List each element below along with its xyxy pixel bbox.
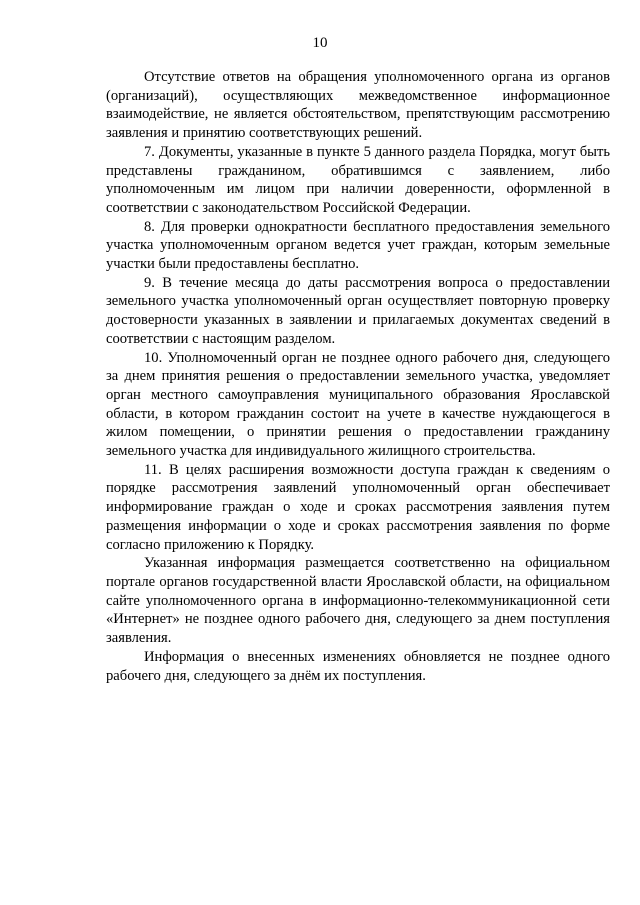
document-body (106, 68, 610, 685)
paragraph-information-placement: Указанная информация размещается соответственно на официальном портале органов государственной власти Ярославской области, на официальном сайте уполномоченного органа в информационно-телекоммуникационной сети «Интернет» не позднее одного рабочего дня, следующего за днем поступления заявления. (106, 555, 610, 647)
paragraph-item-7: 7. Документы, указанные в пункте 5 данного раздела Порядка, могут быть представлены гражданином, обратившимся с заявлением, либо уполномоченным им лицом при наличии доверенности, оформленной в соответствии с законодательством Российской Федерации. (106, 143, 610, 216)
paragraph-item-10: 10. Уполномоченный орган не позднее одного рабочего дня, следующего за днем принятия решения о предоставлении земельного участка, уведомляет орган местного самоуправления муниципального образования Ярославской области, в котором гражданин состоит на учете в качестве нуждающегося в жилом помещении, о принятии решения о предоставлении гражданину земельного участка для индивидуального жилищного строительства. (106, 349, 610, 460)
paragraph-item-8: 8. Для проверки однократности бесплатного предоставления земельного участка уполномоченным органом ведется учет граждан, которым земельные участки были предоставлены бесплатно. (106, 218, 610, 273)
paragraph-item-11: 11. В целях расширения возможности доступа граждан к сведениям о порядке рассмотрения заявлений уполномоченный орган обеспечивает информирование граждан о ходе и сроках рассмотрения заявления путем размещения информации о ходе и сроках рассмотрения заявления по форме согласно приложению к Порядку. (106, 461, 610, 553)
paragraph-interagency-response: Отсутствие ответов на обращения уполномоченного органа из органов (организаций), осуществляющих межведомственное информационное взаимодействие, не является обстоятельством, препятствующим рассмотрению заявления и принятию соответствующих решений. (106, 69, 610, 142)
page-number: 10 (312, 35, 328, 51)
paragraph-item-9: 9. В течение месяца до даты рассмотрения вопроса о предоставлении земельного участка уполномоченный орган осуществляет повторную проверку достоверности указанных в заявлении и прилагаемых документах сведений в соответствии с настоящим разделом. (106, 274, 610, 347)
paragraph-information-update: Информация о внесенных изменениях обновляется не позднее одного рабочего дня, следующего за днём их поступления. (106, 648, 610, 684)
